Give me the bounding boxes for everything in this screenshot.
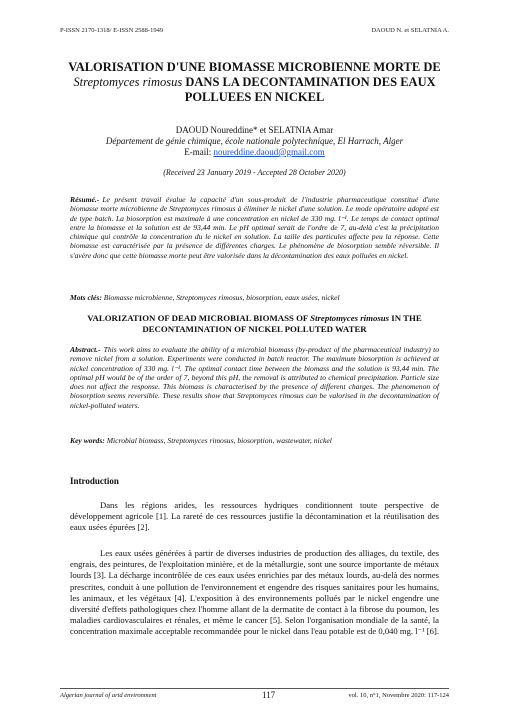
resume-label: Résumé.- — [70, 195, 100, 204]
running-authors: DAOUD N. et SELATNIA A. — [371, 27, 449, 34]
key-words-label: Key words: — [70, 436, 105, 445]
paper-title — [60, 60, 449, 105]
mots-cles-text: Biomasse microbienne, Streptomyces rimosus, biosorption, eaux usées, nickel — [103, 293, 340, 302]
volume-info: vol. 10, n°1, Novembre 2020: 117-124 — [348, 692, 449, 699]
intro-paragraph-1: Dans les régions arides, les ressources hydriques conditionnent toute perspective de développement agricole [1]. La rareté de ces ressources justifie la décontamination et la réutilisation des eaux usées épurées [2]. — [70, 500, 439, 533]
abstract-label: Abstract.- — [70, 345, 101, 354]
title-line-3: POLLUEES EN NICKEL — [184, 90, 325, 104]
key-words-block — [70, 436, 439, 445]
english-title-part-1: VALORIZATION OF DEAD MICROBIAL BIOMASS OF — [87, 313, 311, 323]
english-title — [60, 313, 449, 334]
email-label: E-mail: — [184, 147, 214, 157]
author-names: DAOUD Noureddine* et SELATNIA Amar — [175, 125, 334, 135]
page-number: 117 — [262, 690, 276, 700]
english-title-line-2: DECONTAMINATION OF NICKEL POLLUTED WATER — [142, 323, 367, 334]
email-link[interactable]: noureddine.daoud@gmail.com — [213, 147, 325, 157]
title-line-2 — [60, 75, 449, 90]
abstract-block — [70, 345, 439, 410]
title-line-2-rest: DANS LA DECONTAMINATION DES EAUX — [182, 75, 436, 89]
title-species: Streptomyces rimosus — [73, 75, 183, 89]
abstract-text: This work aims to evaluate the ability of a microbial biomass (by-product of the pharmaceutical industry) to remove nickel from a solution. Experiments were conducted in batch reactor. The maximum biosorption is achieved at nickel concentration of 330 mg. l⁻¹. The optimal contact time between the biomass and the solution is 93,44 min. The optimal pH would be of the order of 7, beyond this pH, the removal is attributed to chemical precipitation. Particle size does not affect the response. This biomass is characterised by the presence of different charges. The phenomenon of biosorption seems reversible. These results show that Streptomyces rimosus can be valorised in the decontamination of nickel-polluted waters. — [70, 345, 439, 410]
journal-name: Algerian journal of arid environment — [60, 692, 157, 699]
introduction-heading: Introduction — [70, 476, 119, 486]
received-accepted-dates: (Received 23 January 2019 - Accepted 28 October 2020) — [163, 168, 346, 177]
mots-cles-label: Mots clés: — [70, 293, 102, 302]
author-affiliation: Département de génie chimique, école nationale polytechnique, El Harrach, Alger — [105, 136, 404, 146]
footer-rule — [60, 688, 449, 689]
english-title-line-1 — [60, 313, 449, 324]
intro-paragraph-2: Les eaux usées générées à partir de diverses industries de production des alliages, du textile, des engrais, des peintures, de l'exploitation minière, et de la métallurgie, sont une source importante de métaux lourds [3]. La décharge incontrôlée de ces eaux usées enrichies par des métaux lourds, au-delà des normes prescrites, conduit à une pollution de l'environnement et engendre des risques sanitaires pour les humains, les animaux, et les végétaux [4]. L'exposition à des environnements pollués par le nickel engendre une diversité d'effets pathologiques chez l'homme allant de la dermatite de contact à la fibrose du poumon, les maladies cardiovasculaires et rénales, et même le cancer [5]. Selon l'organisation mondiale de la santé, la concentration maximale acceptable recommandée pour le nickel dans l'eau potable est de 0,040 mg. l⁻¹ [6]. — [70, 548, 439, 637]
resume-block — [70, 195, 439, 260]
email-line — [60, 147, 449, 158]
mots-cles-block — [70, 293, 439, 302]
english-title-species: Streptomyces rimosus — [310, 313, 390, 323]
key-words-text: Microbial biomass, Streptomyces rimosus, biosorption, wastewater, nickel — [106, 436, 332, 445]
resume-text: Le présent travail évalue la capacité d'un sous-produit de l'industrie pharmaceutique constitué d'une biomasse morte microbienne de Streptomyces rimosus à éliminer le nickel d'une solution. Le mode opératoire adopté est de type batch. La biosorption est maximale à une concentration en nickel de 330 mg. l⁻¹. Le temps de contact optimal entre la biomasse et la solution est de 93,44 min. Le pH optimal serait de l'ordre de 7, au-delà c'est la précipitation chimique qui contrôle la concentration du le nickel en solution. La taille des particules affecte peu la réponse. Cette biomasse est caractérisée par la présence de différentes charges. Le phénomène de biosorption semble réversible. Il s'avère donc que cette biomasse morte peut être valorisée dans la décontamination des eaux polluées en nickel. — [70, 195, 439, 260]
english-title-part-2: IN THE — [389, 313, 422, 323]
title-line-1: VALORISATION D'UNE BIOMASSE MICROBIENNE MORTE DE — [68, 60, 441, 74]
author-block — [60, 125, 449, 158]
issn-text: P-ISSN 2170-1318/ E-ISSN 2588-1949 — [60, 27, 164, 34]
